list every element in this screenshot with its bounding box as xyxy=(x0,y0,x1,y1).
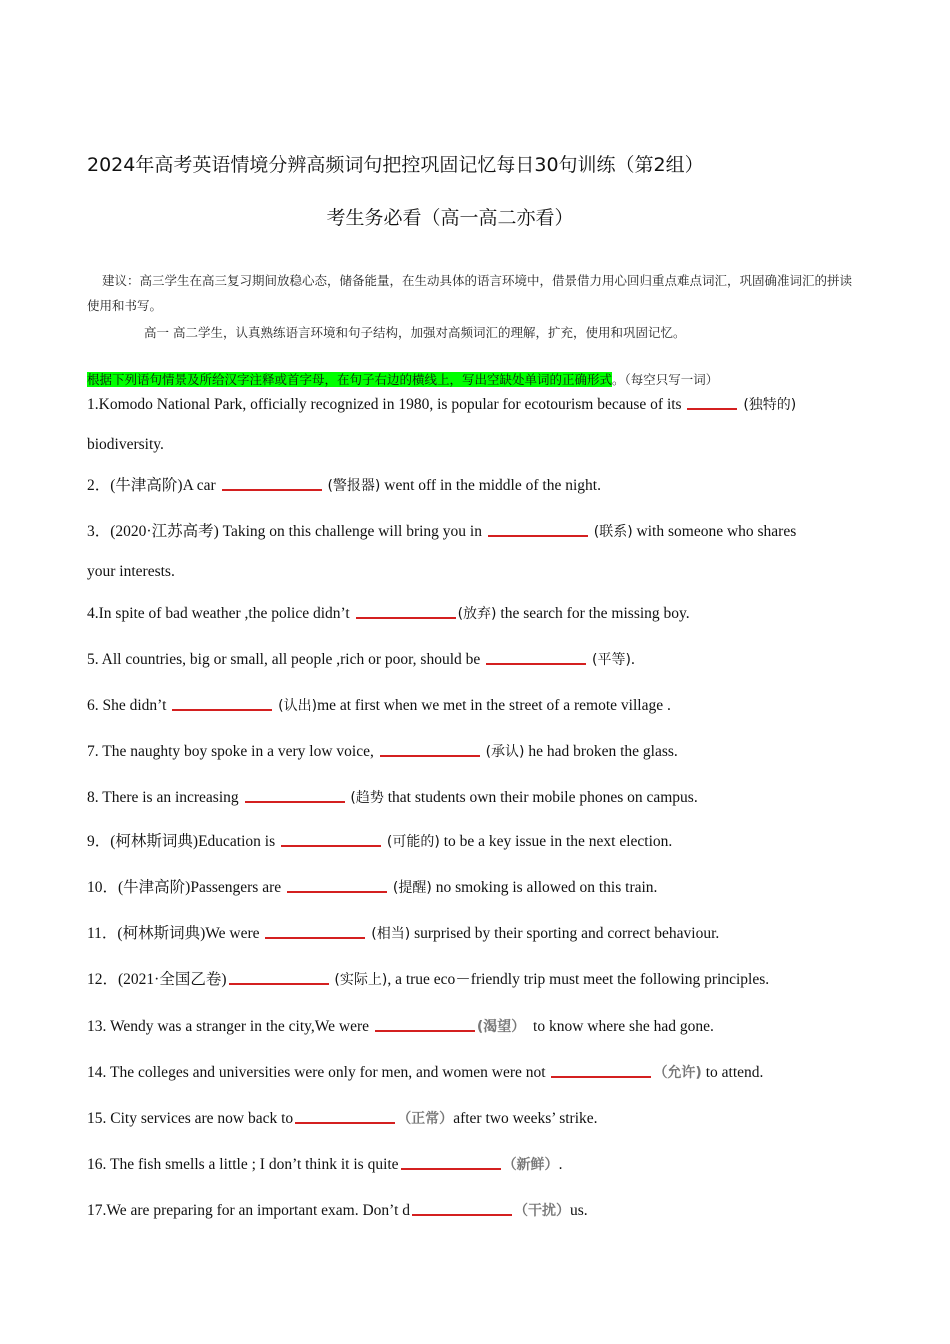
item-hint: (警报器) xyxy=(327,478,381,494)
exercise-item-14 xyxy=(87,1053,867,1093)
item-text-after: . xyxy=(630,651,635,668)
item-text-after: surprised by their sporting and correct behaviour. xyxy=(414,925,720,942)
item-text: 7. The naughty boy spoke in a very low voice, xyxy=(87,743,374,760)
item-text-after: no smoking is allowed on this train. xyxy=(435,879,658,896)
answer-blank[interactable] xyxy=(375,1029,475,1032)
answer-blank[interactable] xyxy=(265,936,365,939)
answer-blank[interactable] xyxy=(488,534,588,537)
item-text-continued: biodiversity. xyxy=(87,436,164,453)
exercise-item-13 xyxy=(87,1007,867,1047)
item-text-after: to attend. xyxy=(705,1064,764,1081)
item-text: 5. All countries, big or small, all people ,rich or poor, should be xyxy=(87,651,481,668)
exercise-item-6 xyxy=(87,686,867,726)
exercise-item-4 xyxy=(87,594,867,634)
exercise-item-16 xyxy=(87,1145,867,1185)
item-hint: (认出) xyxy=(278,698,318,714)
item-text: 4.In spite of bad weather ,the police didn’t xyxy=(87,605,350,622)
item-text: 1.Komodo National Park, officially recognized in 1980, is popular for ecotourism because of its xyxy=(87,396,682,413)
item-text-after: me at first when we met in the street of a remote village . xyxy=(317,697,671,714)
answer-blank[interactable] xyxy=(222,488,322,491)
exercise-item-9 xyxy=(87,822,867,862)
item-hint: （新鲜） xyxy=(502,1157,559,1173)
exercise-item-8 xyxy=(87,778,867,818)
answer-blank[interactable] xyxy=(380,754,480,757)
item-text: 2．(牛津高阶)A car xyxy=(87,477,216,494)
item-text: 12．(2021·全国乙卷) xyxy=(87,971,227,988)
answer-blank[interactable] xyxy=(486,662,586,665)
item-hint: (联系) xyxy=(593,524,633,540)
exercise-item-2 xyxy=(87,466,867,506)
item-text: 3．(2020·江苏高考) Taking on this challenge will bring you in xyxy=(87,523,482,540)
exercise-item-12 xyxy=(87,960,867,1000)
advice-junior: 高一 高二学生，认真熟练语言环境和句子结构，加强对高频词汇的理解，扩充，使用和巩固记忆。 xyxy=(144,325,686,340)
exercise-item-1 xyxy=(87,385,867,465)
answer-blank[interactable] xyxy=(245,800,345,803)
answer-blank[interactable] xyxy=(687,407,737,410)
item-text-after: , a true eco－friendly trip must meet the following principles. xyxy=(387,971,770,988)
item-text: 17.We are preparing for an important exam. Don’t d xyxy=(87,1202,410,1219)
item-hint: (提醒) xyxy=(392,880,432,896)
item-text: 8. There is an increasing xyxy=(87,789,239,806)
item-hint: (承认) xyxy=(485,744,525,760)
item-text-continued: your interests. xyxy=(87,563,175,580)
answer-blank[interactable] xyxy=(551,1075,651,1078)
item-hint: (趋势 xyxy=(350,790,384,806)
page-subtitle: 考生务必看（高一高二亦看） xyxy=(326,207,574,229)
item-text-after: . xyxy=(558,1156,563,1173)
item-hint: （正常） xyxy=(397,1111,454,1127)
exercise-item-10 xyxy=(87,868,867,908)
answer-blank[interactable] xyxy=(172,708,272,711)
exercise-item-17 xyxy=(87,1191,867,1231)
item-text-after: to know where she had gone. xyxy=(533,1018,714,1035)
item-text-after: to be a key issue in the next election. xyxy=(443,833,673,850)
exercise-item-11 xyxy=(87,914,867,954)
exercise-item-5 xyxy=(87,640,867,680)
answer-blank[interactable] xyxy=(287,890,387,893)
answer-blank[interactable] xyxy=(281,844,381,847)
item-text: 15. City services are now back to xyxy=(87,1110,294,1127)
item-text: 16. The fish smells a little ; I don’t think it is quite xyxy=(87,1156,399,1173)
item-hint: (放弃) xyxy=(457,606,497,622)
item-hint: (实际上) xyxy=(334,972,388,988)
exercise-item-3 xyxy=(87,512,867,592)
instruction-highlighted: 根据下列语句情景及所给汉字注释或首字母，在句子右边的横线上，写出空缺处单词的正确形式 xyxy=(87,372,613,387)
item-hint: (独特的) xyxy=(743,397,797,413)
item-text: 14. The colleges and universities were only for men, and women were not xyxy=(87,1064,546,1081)
item-text: 9．(柯林斯词典)Education is xyxy=(87,833,276,850)
item-text-after: went off in the middle of the night. xyxy=(384,477,601,494)
item-text: 10．(牛津高阶)Passengers are xyxy=(87,879,282,896)
item-text-after: the search for the missing boy. xyxy=(500,605,690,622)
instruction-note: 。（每空只写一词） xyxy=(612,372,719,387)
answer-blank[interactable] xyxy=(412,1213,512,1216)
item-hint: (可能的) xyxy=(386,834,440,850)
item-text-after: us. xyxy=(570,1202,588,1219)
item-text-after: that students own their mobile phones on campus. xyxy=(387,789,698,806)
answer-blank[interactable] xyxy=(356,616,456,619)
item-hint: (渴望） xyxy=(476,1019,526,1035)
item-hint: （允许) xyxy=(653,1065,702,1081)
item-text: 6. She didn’t xyxy=(87,697,167,714)
advice-section xyxy=(87,268,867,345)
item-hint: (平等) xyxy=(592,652,631,668)
exercise-item-7 xyxy=(87,732,867,772)
item-text-after: with someone who shares xyxy=(636,523,797,540)
answer-blank[interactable] xyxy=(295,1121,395,1124)
advice-senior: 建议：高三学生在高三复习期间放稳心态，储备能量，在生动具体的语言环境中，借景借力用心回归重点难点词汇，巩固确准词汇的拼读 使用和书写。 xyxy=(87,273,853,313)
item-text-after: after two weeks’ strike. xyxy=(453,1110,598,1127)
answer-blank[interactable] xyxy=(229,982,329,985)
page-title: 2024年高考英语情境分辨高频词句把控巩固记忆每日30句训练（第2组） xyxy=(87,154,704,176)
item-text-after: he had broken the glass. xyxy=(528,743,678,760)
item-hint: （干扰） xyxy=(514,1203,570,1219)
item-hint: (相当) xyxy=(371,926,411,942)
answer-blank[interactable] xyxy=(401,1167,501,1170)
exercise-item-15 xyxy=(87,1099,867,1139)
item-text: 11．(柯林斯词典)We were xyxy=(87,925,260,942)
item-text: 13. Wendy was a stranger in the city,We were xyxy=(87,1018,370,1035)
